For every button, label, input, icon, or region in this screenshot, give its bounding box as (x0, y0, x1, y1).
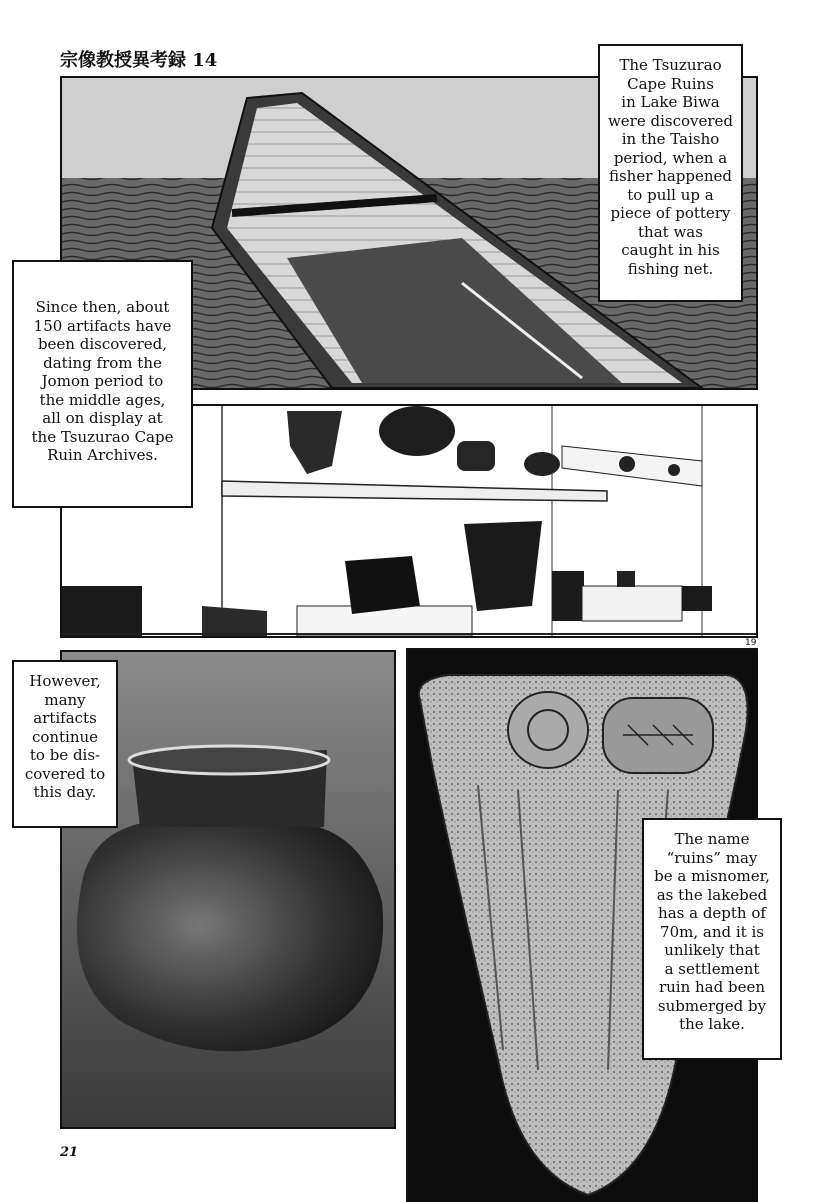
chapter-header: 宗像教授異考録 14 (60, 50, 218, 71)
caption-artifacts-display: Since then, about 150 artifacts have been discovered, dating from the Jomon period to the middle ages, all on display at the Tsuzurao Cape Ruin Archives. (12, 260, 193, 508)
panel-number: 19 (745, 638, 757, 648)
caption-misnomer: The name “ruins” may be a misnomer, as the lakebed has a depth of 70m, and it is unlikely that a settlement ruin had been submerged by the lake. (642, 818, 782, 1060)
caption-ongoing-discoveries: However, many artifacts continue to be dis- covered to this day. (12, 660, 118, 828)
caption-discovery: The Tsuzurao Cape Ruins in Lake Biwa were discovered in the Taisho period, when a fisher happened to pull up a piece of pottery that was caught in his fishing net. (598, 44, 743, 302)
page-number: 21 (60, 1145, 79, 1160)
